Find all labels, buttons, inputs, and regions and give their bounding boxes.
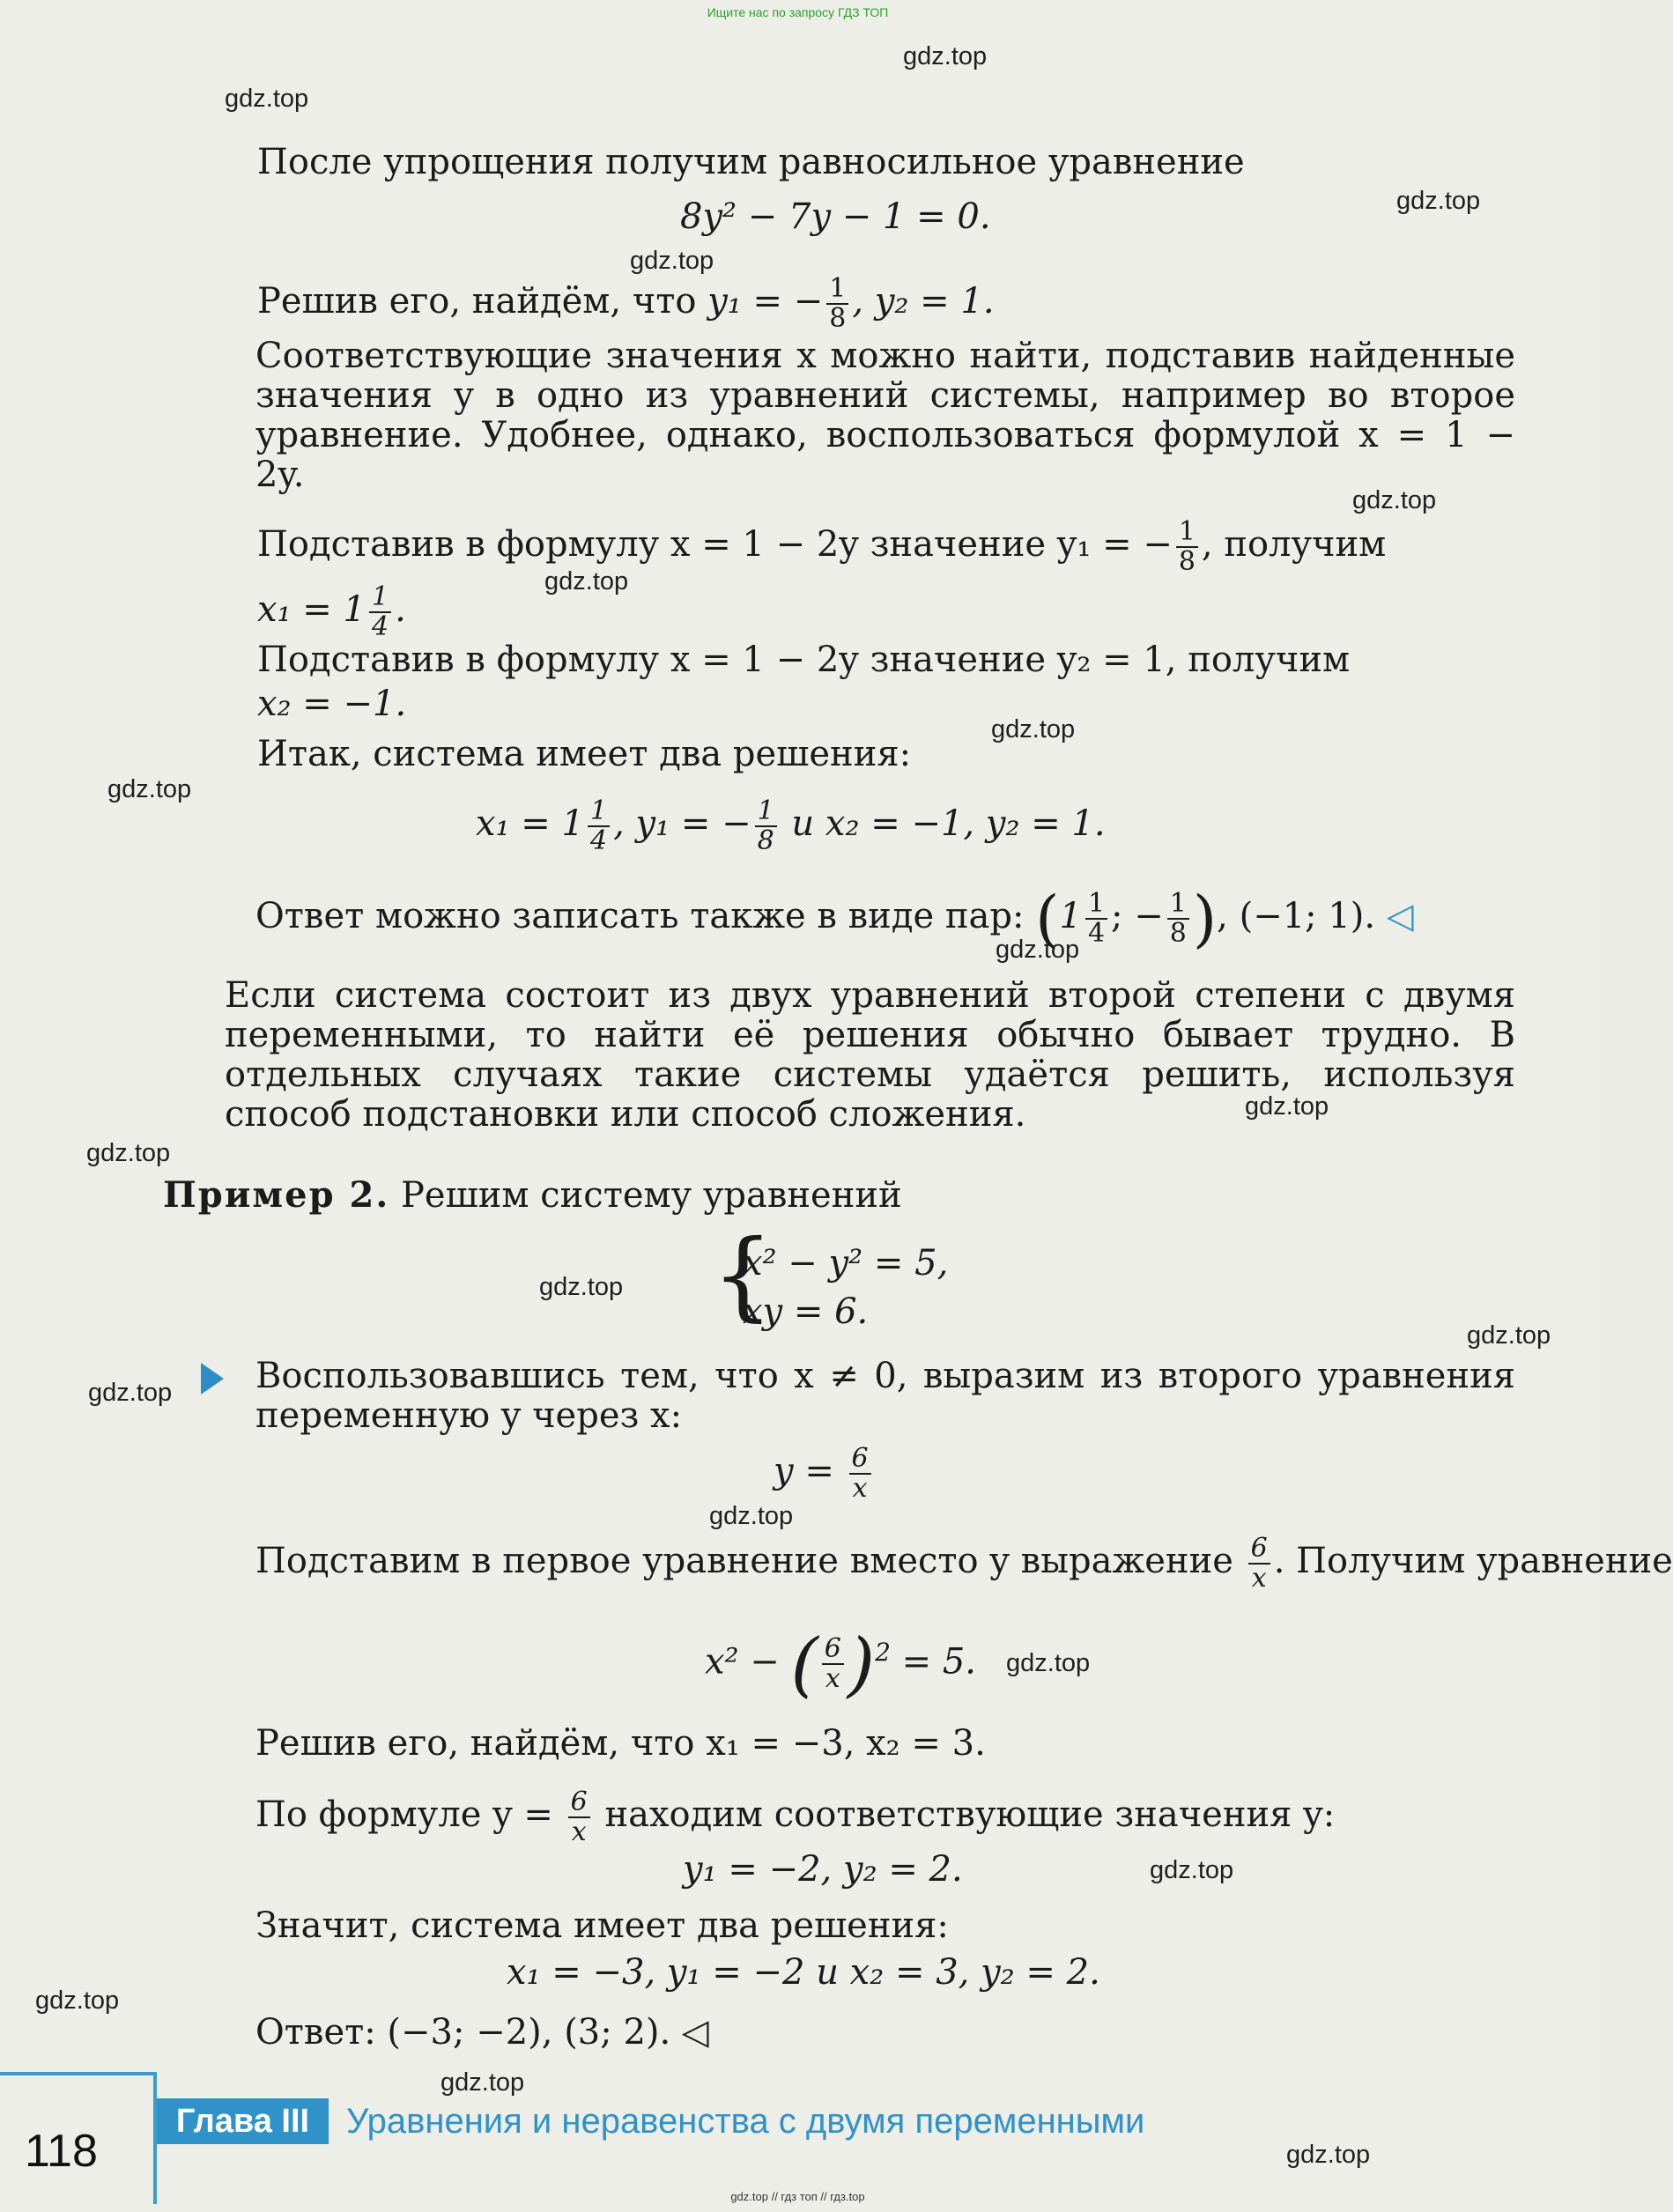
paren: ) [847, 1623, 876, 1705]
fraction-denominator: x [1251, 1563, 1267, 1594]
paragraph-text: Соответствующие значения x можно найти, подставив найденные значения y в одно из уравнений системы, например во второе уравнение. Удобнее, однако, воспользоваться формулой x = 1 − 2y. [255, 336, 1515, 495]
fraction-denominator: 8 [757, 825, 774, 856]
watermark: gdz.top [1245, 1092, 1329, 1121]
watermark: gdz.top [107, 775, 192, 803]
watermark: gdz.top [996, 936, 1080, 964]
example-heading [163, 1174, 902, 1217]
fraction-numerator: 1 [369, 583, 391, 613]
text-fragment: Ответ можно записать также в виде пар: [255, 896, 1025, 936]
paragraph-text [257, 275, 995, 333]
watermark: gdz.top [630, 247, 714, 275]
text-fragment: Подставив в формулу x = 1 − 2y значение y₁ = − [257, 524, 1173, 565]
top-note: Ищите нас по запросу ГДЗ ТОП [707, 5, 889, 19]
bottom-note: gdz.top // гдз топ // гдз.top [730, 2190, 865, 2203]
paragraph-text: Воспользовавшись тем, что x ≠ 0, выразим из второго уравнения переменную y через x: [255, 1356, 1515, 1436]
text-fragment: Подставим в первое уравнение вместо y выражение [255, 1541, 1233, 1581]
fraction [369, 583, 391, 641]
watermark: gdz.top [1150, 1856, 1234, 1884]
fraction-denominator: 4 [590, 825, 608, 856]
paragraph-text: Итак, система имеет два решения: [257, 734, 912, 774]
watermark: gdz.top [539, 1273, 624, 1301]
text-fragment: По формуле y = [255, 1794, 553, 1835]
equation: 8y² − 7y − 1 = 0. [680, 196, 991, 237]
equation: x₂ = −1. [257, 684, 407, 724]
fraction [568, 1788, 590, 1846]
math-fragment: x² − [705, 1641, 780, 1683]
fraction [849, 1445, 871, 1503]
equation: y₁ = −2, y₂ = 2. [683, 1849, 963, 1890]
watermark: gdz.top [440, 2068, 525, 2097]
watermark: gdz.top [903, 42, 988, 70]
watermark: gdz.top [709, 1502, 794, 1530]
text-fragment: находим соответствующие значения y: [604, 1794, 1336, 1835]
fraction [1085, 890, 1107, 948]
footer-divider [0, 2072, 157, 2075]
fraction-numerator: 6 [1248, 1535, 1270, 1565]
fraction-numerator: 6 [822, 1635, 844, 1665]
watermark: gdz.top [1467, 1321, 1551, 1350]
equation: x₁ = 1 $\frac{1}{4}$ . [257, 581, 406, 642]
math-fragment: и x₂ = −1, y₂ = 1. [780, 803, 1106, 844]
text-fragment: Решив его, найдём, что [257, 281, 697, 322]
system-equation-2: xy = 6. [743, 1291, 869, 1332]
math-fragment: y = [774, 1451, 834, 1491]
chapter-label: Глава III [157, 2098, 329, 2144]
fraction-numerator: 6 [568, 1788, 590, 1818]
watermark: gdz.top [225, 85, 309, 113]
equation [774, 1445, 875, 1503]
fraction-numerator: 1 [826, 275, 848, 305]
paragraph-text [257, 518, 1386, 576]
paragraph-text: Если система состоит из двух уравнений второй степени с двумя переменными, то найти её решения обычно бывает трудно. В отдельных случаях такие системы удаётся решить, используя способ подстановки или способ сложения. [225, 975, 1515, 1135]
paren: ( [1035, 883, 1060, 955]
chapter-title: Уравнения и неравенства с двумя переменными [346, 2102, 1145, 2141]
fraction-numerator: 1 [1085, 890, 1107, 920]
fraction [755, 797, 777, 855]
fraction-numerator: 6 [849, 1445, 871, 1475]
fraction-denominator: 8 [1178, 546, 1196, 577]
example-label: Пример 2. [163, 1174, 390, 1216]
watermark: gdz.top [1286, 2141, 1371, 2169]
fraction-numerator: 1 [588, 797, 610, 827]
fraction [1167, 890, 1189, 948]
paren: ( [790, 1623, 818, 1705]
system-equation-1: x² − y² = 5, [743, 1243, 949, 1284]
watermark: gdz.top [991, 715, 1076, 743]
equation: x₁ = −3, y₁ = −2 и x₂ = 3, y₂ = 2. [507, 1952, 1100, 1993]
fraction-denominator: x [852, 1473, 868, 1504]
page-number: 118 [25, 2126, 98, 2177]
text-fragment: , (−1; 1). [1217, 896, 1376, 936]
fraction [826, 275, 848, 333]
math-fragment: = 5. [901, 1641, 977, 1683]
math-fragment: , y₂ = 1. [852, 281, 995, 322]
fraction [822, 1635, 844, 1693]
watermark: gdz.top [544, 567, 629, 596]
equation [476, 797, 1106, 855]
watermark: gdz.top [1352, 486, 1437, 514]
fraction-denominator: 4 [372, 611, 389, 642]
fraction-denominator: x [571, 1816, 587, 1847]
paragraph-text: После упрощения получим равносильное уравнение [257, 142, 1245, 182]
fraction-denominator: 4 [1087, 918, 1106, 949]
watermark: gdz.top [86, 1139, 171, 1167]
watermark: gdz.top [35, 1986, 120, 2015]
equation: x² − ( $\frac{6}{x}$ )$^2$ = 5. [705, 1623, 977, 1705]
fraction-denominator: x [825, 1663, 840, 1695]
fraction-denominator: 8 [829, 303, 847, 334]
math-fragment: y₁ = − [707, 281, 824, 322]
fraction-numerator: 1 [755, 797, 777, 827]
paragraph-text: Значит, система имеет два решения: [255, 1905, 949, 1946]
fraction-denominator: 8 [1169, 918, 1187, 949]
text-fragment: . Получим уравнение [1273, 1541, 1673, 1581]
watermark: gdz.top [88, 1379, 173, 1407]
answer-text: Ответ: (−3; −2), (3; 2). ◁ [255, 2012, 709, 2053]
paragraph-text [255, 1788, 1335, 1846]
text-fragment: , получим [1201, 524, 1387, 565]
math-fragment: x₁ = 1 [257, 589, 366, 630]
solution-marker-icon [201, 1363, 224, 1395]
paragraph-text: Подставив в формулу x = 1 − 2y значение y₂ = 1, получим [257, 640, 1351, 680]
fraction [588, 797, 610, 855]
math-fragment: x₁ = 1 [476, 803, 584, 844]
math-fragment: , y₁ = − [613, 803, 751, 844]
paren: ) [1192, 883, 1218, 955]
paragraph-text [255, 1535, 1673, 1593]
paragraph-text: Ответ можно записать также в виде пар: (1 $\frac{1}{4}$ ; − $\frac{1}{8}$ ), (−1; 1). ◁ [255, 883, 1414, 955]
watermark: gdz.top [1396, 187, 1481, 215]
example-text: Решим систему уравнений [400, 1175, 902, 1216]
fraction [1176, 518, 1198, 576]
fraction-numerator: 1 [1167, 890, 1189, 920]
system-brace: { [712, 1218, 774, 1331]
watermark: gdz.top [1006, 1649, 1091, 1677]
fraction-numerator: 1 [1176, 518, 1198, 548]
end-mark-icon: ◁ [1386, 896, 1414, 936]
fraction [1248, 1535, 1270, 1593]
paragraph-text: Решив его, найдём, что x₁ = −3, x₂ = 3. [255, 1723, 986, 1764]
